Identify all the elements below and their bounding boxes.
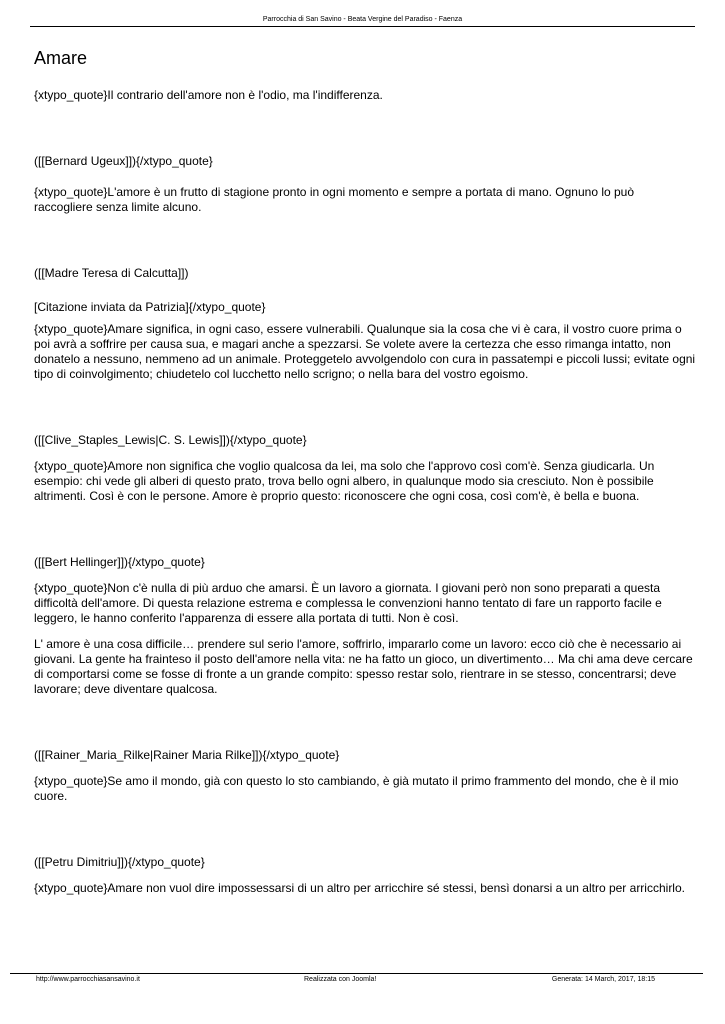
quote-text: {xtypo_quote}Non c'è nulla di più arduo che amarsi. È un lavoro a giornata. I giovani però non sono preparati a questa difficoltà dell'amore. Di questa relazione estrema e complessa le convenzioni hanno tentato di fare un rapporto facile e leggero, le hanno conferito l'apparenza di essere alla portata di tutti. Non è così.	[34, 581, 662, 625]
quote-text: {xtypo_quote}Amare significa, in ogni caso, essere vulnerabili. Qualunque sia la cosa che vi è cara, il vostro cuore prima o poi avrà a soffrire per causa sua, e magari anche a spezzarsi. Se volete avere la certezza che esso rimanga intatto, non donatelo a nessuno, nemmeno ad un animale. Proteggetelo avvolgendolo con cura in passatempi e piccoli lussi; evitate ogni tipo di coinvolgimento; chiudetelo col lucchetto nello scrigno; o nella bara del vostro egoismo.	[34, 322, 696, 381]
site-title: Parrocchia di San Savino - Beata Vergine del Paradiso - Faenza	[262, 16, 463, 23]
quote-author: ([[Petru Dimitriu]]){/xtypo_quote}	[34, 855, 205, 869]
quote-author: ([[Bert Hellinger]]){/xtypo_quote}	[34, 555, 205, 569]
quote-text: {xtypo_quote}Il contrario dell'amore non è l'odio, ma l'indifferenza.	[34, 88, 383, 102]
quote-author: ([[Rainer_Maria_Rilke|Rainer Maria Rilke]]){/xtypo_quote}	[34, 748, 340, 762]
header-divider	[30, 26, 695, 27]
quote-source: [Citazione inviata da Patrizia]{/xtypo_quote}	[34, 300, 266, 314]
quote-text: {xtypo_quote}Se amo il mondo, già con questo lo sto cambiando, è già mutato il primo frammento del mondo, che è il mio cuore.	[34, 774, 679, 803]
quote-text: {xtypo_quote}Amare non vuol dire impossessarsi di un altro per arricchire sé stessi, bensì donarsi a un altro per arricchirlo.	[34, 881, 685, 895]
footer-generated: Generata: 14 March, 2017, 18:15	[551, 976, 655, 983]
footer-url: http://www.parrocchiasansavino.it	[36, 976, 140, 983]
footer-made-with: Realizzata con Joomla!	[304, 976, 377, 983]
article-body	[34, 88, 696, 896]
page-title: Amare	[34, 48, 88, 69]
quote-author: ([[Madre Teresa di Calcutta]])	[34, 266, 189, 280]
footer-divider	[10, 973, 703, 974]
quote-text: L' amore è una cosa difficile… prendere sul serio l'amore, soffrirlo, impararlo come un lavoro: ecco ciò che è necessario ai giovani. La gente ha frainteso il posto dell'amore nella vita: ne ha fatto un gioco, un divertimento… Ma chi ama deve cercare di comportarsi come se fosse di fronte a un grande compito: spesso restar solo, rientrare in se stesso, concentrarsi; deve lavorare; deve diventare qualcosa.	[34, 637, 693, 696]
quote-text: {xtypo_quote}L'amore è un frutto di stagione pronto in ogni momento e sempre a portata di mano. Ognuno lo può raccogliere senza limite alcuno.	[34, 185, 635, 214]
quote-author: ([[Clive_Staples_Lewis|C. S. Lewis]]){/xtypo_quote}	[34, 433, 307, 447]
quote-text: {xtypo_quote}Amore non significa che voglio qualcosa da lei, ma solo che l'approvo così com'è. Senza giudicarla. Un esempio: chi vede gli alberi di questo prato, trova bello ogni albero, in qualunque modo sia cresciuto. Non è possibile altrimenti. Così è con le persone. Amore è proprio questo: riconoscere che ogni cosa, così com'è, è bella e buona.	[34, 459, 655, 503]
quote-author: ([[Bernard Ugeux]]){/xtypo_quote}	[34, 154, 213, 168]
